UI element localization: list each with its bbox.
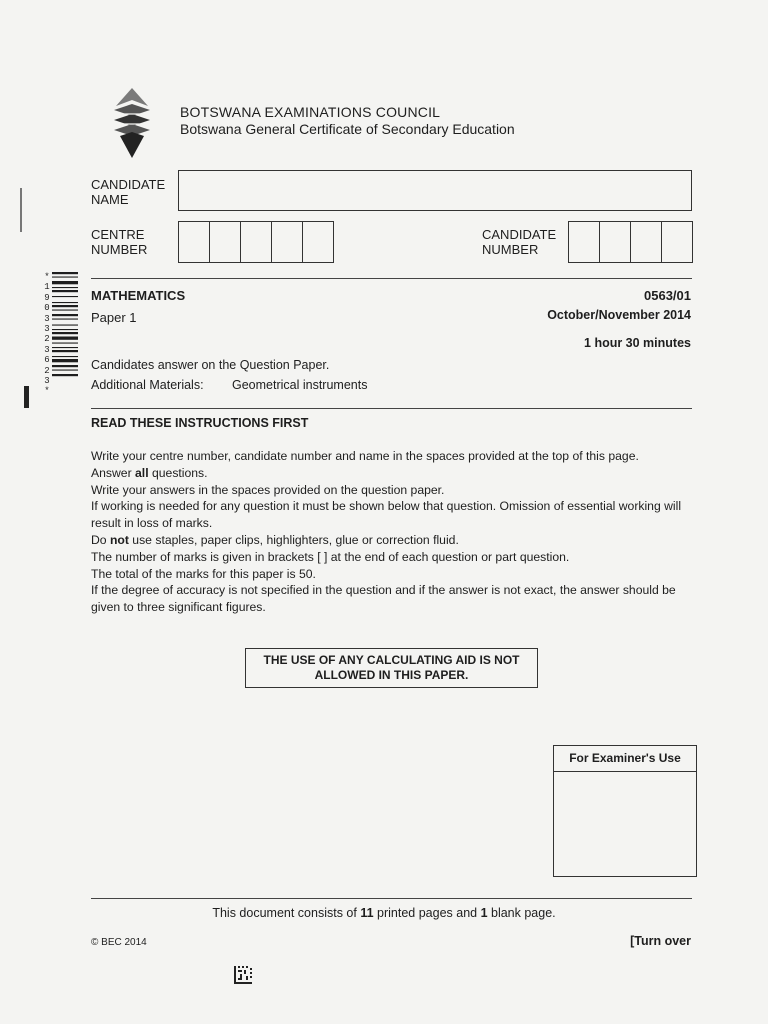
instruction-line [91, 549, 696, 566]
barcode-bar [52, 337, 78, 340]
instruction-line [91, 566, 696, 583]
barcode-bar [52, 281, 78, 284]
instruction-line [91, 532, 696, 549]
barcode-digit: 2 [44, 365, 50, 376]
registration-mark [24, 386, 29, 408]
barcode-digit: * [44, 386, 50, 397]
barcode-digit: 3 [44, 376, 50, 387]
barcode-digit: 3 [44, 344, 50, 355]
page-count-text-2: printed pages and [373, 906, 481, 920]
centre-digit-box[interactable] [303, 222, 333, 262]
instruction-text: Write your answers in the spaces provided on the question paper. [91, 482, 445, 497]
barcode-digit: 3 [44, 324, 50, 335]
candidate-name-field[interactable] [178, 170, 692, 211]
barcode-digits [42, 272, 52, 397]
barcode-digit: 0 [44, 303, 50, 314]
copyright: © BEC 2014 [91, 937, 147, 948]
barcode-bar [52, 343, 78, 344]
candidate-digit-box[interactable] [662, 222, 692, 262]
barcode-digit: 3 [44, 313, 50, 324]
datamatrix-code-icon [234, 966, 252, 984]
barcode-bar [52, 277, 78, 278]
page-count-note [0, 906, 768, 920]
barcode-icon [52, 272, 78, 412]
paper-code: 0563/01 [644, 288, 691, 303]
instruction-text: The total of the marks for this paper is 50. [91, 566, 316, 581]
centre-number-boxes [178, 221, 334, 263]
instruction-line [91, 582, 696, 616]
candidate-number-label [482, 227, 556, 257]
qualification-title: Botswana General Certificate of Secondary Education [180, 121, 515, 137]
instruction-text: questions. [148, 465, 208, 480]
candidate-number-label-line1: CANDIDATE [482, 227, 557, 242]
exam-session: October/November 2014 [547, 308, 691, 322]
barcode-digit: 6 [44, 355, 50, 366]
barcode-bar [52, 310, 78, 311]
centre-digit-box[interactable] [241, 222, 272, 262]
candidate-name-label-line1: CANDIDATE [91, 177, 166, 192]
centre-number-label-line1: CENTRE [91, 227, 145, 242]
barcode-bar [52, 329, 78, 330]
scan-margin-mark [20, 188, 22, 232]
divider-middle [91, 408, 692, 409]
divider-top [91, 278, 692, 279]
centre-digit-box[interactable] [179, 222, 210, 262]
page-count-text-3: blank page. [487, 906, 556, 920]
barcode-bar [52, 325, 78, 326]
instruction-text: Write your centre number, candidate number and name in the spaces provided at the top of this page. [91, 449, 639, 463]
subject-title: MATHEMATICS [91, 288, 186, 303]
barcode-bar [52, 332, 78, 334]
instruction-line [91, 465, 696, 482]
barcode-bar [52, 296, 78, 297]
barcode-bar [52, 272, 78, 274]
instruction-text: Do [91, 532, 110, 547]
instruction-text: Answer [91, 465, 136, 480]
centre-number-label [91, 227, 147, 257]
instruction-text: use staples, paper clips, highlighters, glue or correction fluid. [128, 532, 459, 547]
page-count-text-1: This document consists of [212, 906, 361, 920]
barcode-bar [52, 319, 78, 320]
printed-pages-count: 11 [360, 906, 374, 920]
barcode-bar [52, 370, 78, 371]
barcode-bar [52, 287, 78, 288]
materials-label: Additional Materials: [91, 378, 204, 392]
candidate-name-label [91, 177, 165, 207]
barcode-bar [52, 365, 78, 367]
barcode-digit: 9 [44, 292, 50, 303]
materials-value: Geometrical instruments [232, 378, 368, 392]
candidate-number-label-line2: NUMBER [482, 242, 539, 257]
council-name: BOTSWANA EXAMINATIONS COUNCIL [180, 104, 441, 120]
centre-digit-box[interactable] [210, 222, 241, 262]
calculator-notice [245, 648, 538, 688]
candidate-name-label-line2: NAME [91, 192, 129, 207]
blank-pages-count: 1 [480, 906, 488, 920]
centre-number-label-line2: NUMBER [91, 242, 148, 257]
barcode-bar [52, 314, 78, 316]
instruction-line [91, 482, 696, 499]
instruction-emphasis: all [135, 465, 149, 480]
paper-number: Paper 1 [91, 310, 137, 325]
bec-logo-icon [110, 88, 154, 158]
exam-duration: 1 hour 30 minutes [584, 336, 691, 350]
barcode-bar [52, 305, 78, 307]
answer-location-note: Candidates answer on the Question Paper. [91, 358, 330, 372]
instruction-text: If the degree of accuracy is not specified in the question and if the answer is not exact, the answer should be given to three significant figures. [91, 583, 676, 615]
candidate-number-boxes [568, 221, 693, 263]
instruction-line [91, 448, 696, 465]
centre-digit-box[interactable] [272, 222, 303, 262]
barcode-bar [52, 359, 78, 362]
instruction-emphasis: not [109, 532, 129, 547]
instructions-list [91, 448, 696, 616]
candidate-digit-box[interactable] [600, 222, 631, 262]
barcode-bar [52, 374, 78, 376]
instruction-text: If working is needed for any question it must be shown below that question. Omission of essential working will result in loss of marks. [91, 499, 682, 531]
instructions-heading: READ THESE INSTRUCTIONS FIRST [91, 416, 309, 430]
examiner-use-heading: For Examiner's Use [554, 746, 696, 772]
candidate-digit-box[interactable] [631, 222, 662, 262]
barcode-bar [52, 347, 78, 348]
examiner-use-box [553, 745, 697, 877]
candidate-digit-box[interactable] [569, 222, 600, 262]
instruction-text: The number of marks is given in brackets [ ] at the end of each question or part question. [91, 549, 570, 564]
additional-materials [91, 378, 368, 392]
barcode-digit: 2 [44, 334, 50, 345]
examiner-marks-area [554, 772, 696, 876]
barcode-digit: * [44, 272, 50, 282]
turn-over: [Turn over [630, 934, 691, 948]
calculator-notice-line1: THE USE OF ANY CALCULATING AID IS NOT [263, 653, 520, 667]
barcode-bar [52, 350, 78, 352]
barcode-bar [52, 356, 78, 357]
barcode-bar [52, 302, 78, 303]
calculator-notice-line2: ALLOWED IN THIS PAPER. [314, 668, 469, 682]
divider-bottom [91, 898, 692, 899]
instruction-line [91, 498, 696, 532]
barcode-digit: 1 [44, 282, 50, 293]
barcode-bar [52, 290, 78, 292]
